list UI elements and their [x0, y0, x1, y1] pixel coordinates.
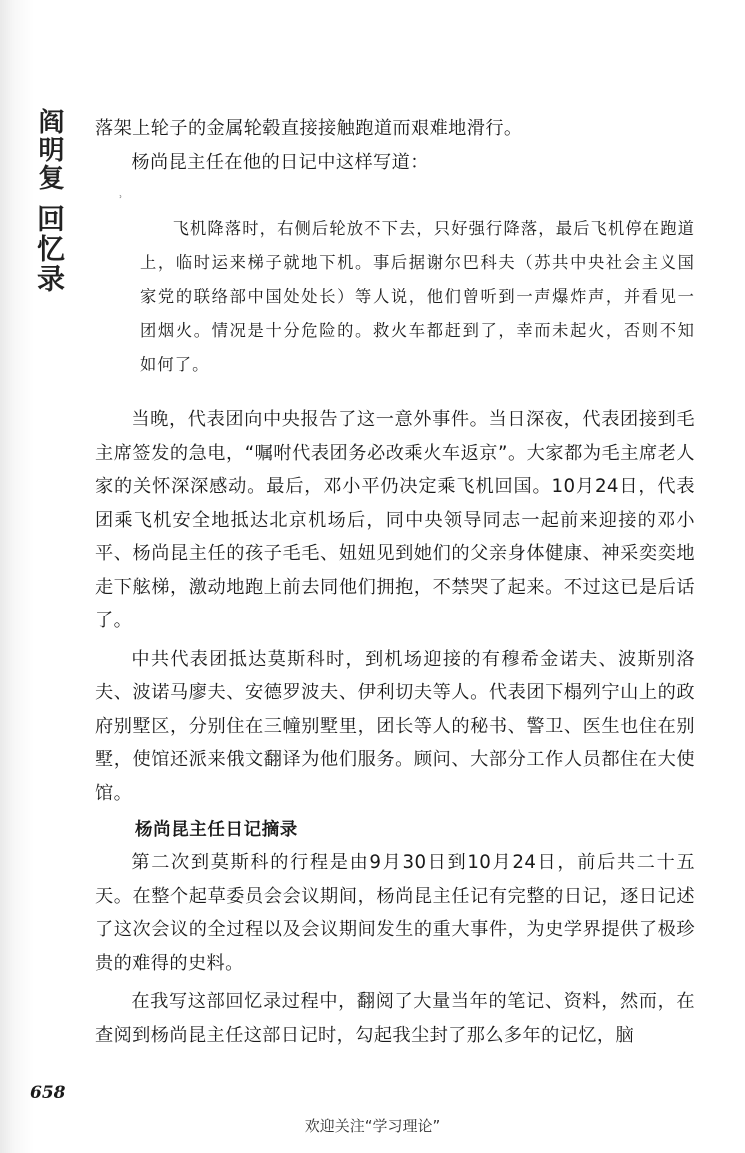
running-title-line2: 回忆录 — [33, 203, 66, 294]
paragraph-evening-report: 当晚，代表团向中央报告了这一意外事件。当日深夜，代表团接到毛主席签发的急电，“嘱咐代表团务必改乘火车返京”。大家都为毛主席老人家的关怀深深感动。最后，邓小平仍决定乘飞机回国。10月24日，代表团乘飞机安全地抵达北京机场后，同中央领导同志一起前来迎接的邓小平、杨尚昆主任的孩子毛毛、妞妞见到她们的父亲身体健康、神采奕奕地走下舷梯，激动地跑上前去同他们拥抱，不禁哭了起来。不过这已是后话了。 — [95, 409, 695, 631]
middle-text-block — [95, 403, 695, 810]
paragraph-diary-intro: 杨尚昆主任在他的日记中这样写道： — [131, 151, 429, 173]
diary-quote: 飞机降落时，右侧后轮放不下去，只好强行降落，最后飞机停在跑道上，临时运来梯子就地下机。事后据谢尔巴科夫（苏共中央社会主义国家党的联络部中国处处长）等人说，他们曾听到一声爆炸声，并看见一团烟火。情况是十分危险的。救火车都赶到了，幸而未起火，否则不知如何了。 — [140, 219, 695, 374]
running-title — [3, 108, 66, 294]
paragraph-memoir-writing: 在我写这部回忆录过程中，翻阅了大量当年的笔记、资料，然而，在查阅到杨尚昆主任这部日记时，勾起我尘封了那么多年的记忆，脑 — [95, 991, 695, 1046]
paragraph-continued: 落架上轮子的金属轮毂直接接触跑道而艰难地滑行。 — [95, 118, 523, 139]
running-title-line1: 阎明复 — [34, 108, 64, 192]
section-heading: 杨尚昆主任日记摘录 — [135, 820, 298, 840]
paragraph-trip-itinerary: 第二次到莫斯科的行程是由9月30日到10月24日，前后共二十五天。在整个起草委员会会议期间，杨尚昆主任记有完整的日记，逐日记述了这次会议的全过程以及会议期间发生的重大事件，为史学界提供了极珍贵的难得的史料。 — [95, 852, 695, 974]
top-text-block — [95, 112, 695, 179]
watermark-text: 欢迎关注“学习理论” — [304, 1117, 441, 1135]
scan-mark: ˒ — [119, 190, 123, 204]
bottom-text-block — [95, 846, 695, 1052]
paragraph-moscow-arrival: 中共代表团抵达莫斯科时，到机场迎接的有穆希金诺夫、波斯别洛夫、波诺马廖夫、安德罗波夫、伊利切夫等人。代表团下榻列宁山上的政府别墅区，分别住在三幢别墅里，团长等人的秘书、警卫、医生也住在别墅，使馆还派来俄文翻译为他们服务。顾问、大部分工作人员都住在大使馆。 — [95, 648, 695, 804]
page-number: 658 — [30, 1083, 66, 1103]
